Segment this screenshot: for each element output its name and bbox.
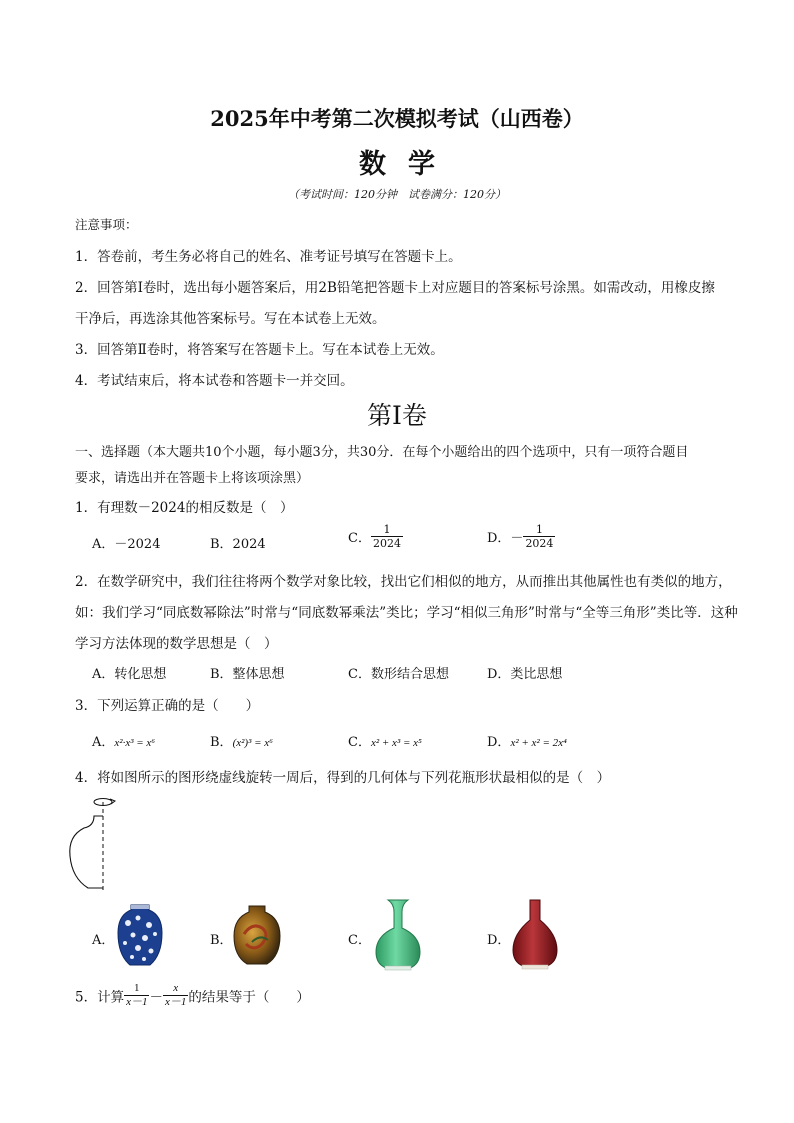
q2-stem-line-1: 2．在数学研究中，我们往往将两个数学对象比较，找出它们相似的地方，从而推出其他属性也有类似的地方，	[75, 574, 732, 590]
q3-option-b	[210, 731, 273, 750]
q2-option-d: D．类比思想	[487, 667, 563, 682]
q5-fraction-1	[124, 982, 149, 1009]
exam-info: （考试时间：120分钟 试卷满分：120分）	[288, 188, 506, 201]
q2-option-a: A．转化思想	[92, 667, 167, 682]
note-item-2-cont: 干净后，再选涂其他答案标号。写在本试卷上无效。	[75, 311, 386, 327]
q4-option-a: A．	[92, 933, 115, 948]
q5-fraction-1-denominator: x－1	[126, 996, 148, 1008]
note-item-4: 4．考试结束后，将本试卷和答题卡一并交回。	[75, 373, 354, 389]
q5-fraction-2	[163, 982, 188, 1009]
profile-curve	[70, 816, 103, 888]
q2-option-b: B．整体思想	[210, 667, 285, 682]
notes-heading: 注意事项：	[75, 217, 138, 232]
q1-option-d-fraction	[523, 523, 555, 550]
q1-option-c	[348, 523, 403, 550]
subject-title: 数学	[359, 149, 457, 180]
q3-option-b-expr: (x²)³ = x⁶	[232, 737, 273, 749]
q3-option-c-expr: x² + x³ = x⁵	[370, 737, 422, 749]
section-instructions-1: 一、选择题（本大题共10个小题，每小题3分，共30分．在每个小题给出的四个选项中，只有一项符合题目	[75, 445, 689, 460]
q4-option-d: D．	[487, 933, 511, 948]
q3-option-d-expr: x² + x² = 2x⁴	[510, 737, 567, 749]
q1-option-c-numerator: 1	[371, 523, 403, 537]
q3-option-c-label: C．	[348, 735, 371, 750]
q3-option-b-label: B．	[210, 735, 233, 750]
note-item-3: 3．回答第Ⅱ卷时，将答案写在答题卡上。写在本试卷上无效。	[75, 342, 444, 358]
q5-fraction-2-denominator: x－1	[164, 996, 187, 1008]
q4-option-c: C．	[348, 933, 371, 948]
q1-option-c-fraction	[371, 523, 403, 550]
q5-stem	[75, 982, 310, 1009]
vase-c-image	[372, 898, 424, 972]
q3-stem: 3．下列运算正确的是（ ）	[75, 698, 260, 714]
note-item-1: 1．答卷前，考生务必将自己的姓名、准考证号填写在答题卡上。	[75, 249, 462, 265]
q5-fraction-1-numerator: 1	[124, 982, 149, 996]
q5-minus: －	[149, 989, 163, 1006]
vase-a-image	[116, 903, 164, 967]
q1-option-d-numerator: 1	[523, 523, 555, 537]
rotation-figure	[62, 794, 128, 894]
q3-option-c	[348, 731, 422, 750]
q1-stem: 1．有理数－2024的相反数是（ ）	[75, 500, 294, 516]
q3-option-a-label: A．	[92, 735, 115, 750]
vase-b-image	[232, 904, 282, 966]
q1-option-c-denominator: 2024	[372, 537, 401, 550]
q3-option-d	[487, 731, 567, 750]
q2-stem-line-3: 学习方法体现的数学思想是（ ）	[75, 636, 278, 652]
q1-option-b: B．2024	[210, 537, 266, 552]
q3-option-a	[92, 731, 155, 750]
section-instructions-2: 要求，请选出并在答题卡上将该项涂黑）	[75, 471, 310, 486]
q5-fraction-2-numerator: x	[163, 982, 188, 996]
q2-option-c: C．数形结合思想	[348, 667, 449, 682]
q1-option-d	[487, 523, 555, 550]
vase-d-image	[509, 898, 561, 970]
q4-option-b: B．	[210, 933, 233, 948]
q1-option-d-label: D．－	[487, 531, 524, 546]
exam-title: 2025年中考第二次模拟考试（山西卷）	[210, 106, 584, 131]
q1-option-a: A．－2024	[92, 537, 161, 552]
q3-option-a-expr: x²·x³ = x⁶	[114, 737, 156, 749]
q2-stem-line-2: 如：我们学习“同底数幂除法”时常与“同底数幂乘法”类比；学习“相似三角形”时常与“全等三角形”类比等．这种	[75, 605, 738, 621]
q4-stem: 4．将如图所示的图形绕虚线旋转一周后，得到的几何体与下列花瓶形状最相似的是（ ）	[75, 770, 611, 786]
q5-suffix: 的结果等于（ ）	[188, 989, 310, 1006]
note-item-2: 2．回答第Ⅰ卷时，选出每小题答案后，用2B铅笔把答题卡上对应题目的答案标号涂黑。如需改动，用橡皮擦	[75, 280, 715, 296]
q1-option-d-denominator: 2024	[525, 537, 554, 550]
q3-option-d-label: D．	[487, 735, 511, 750]
section-title: 第Ⅰ卷	[367, 401, 427, 430]
q1-option-c-label: C．	[348, 531, 371, 546]
q5-prefix: 5．计算	[75, 989, 125, 1006]
